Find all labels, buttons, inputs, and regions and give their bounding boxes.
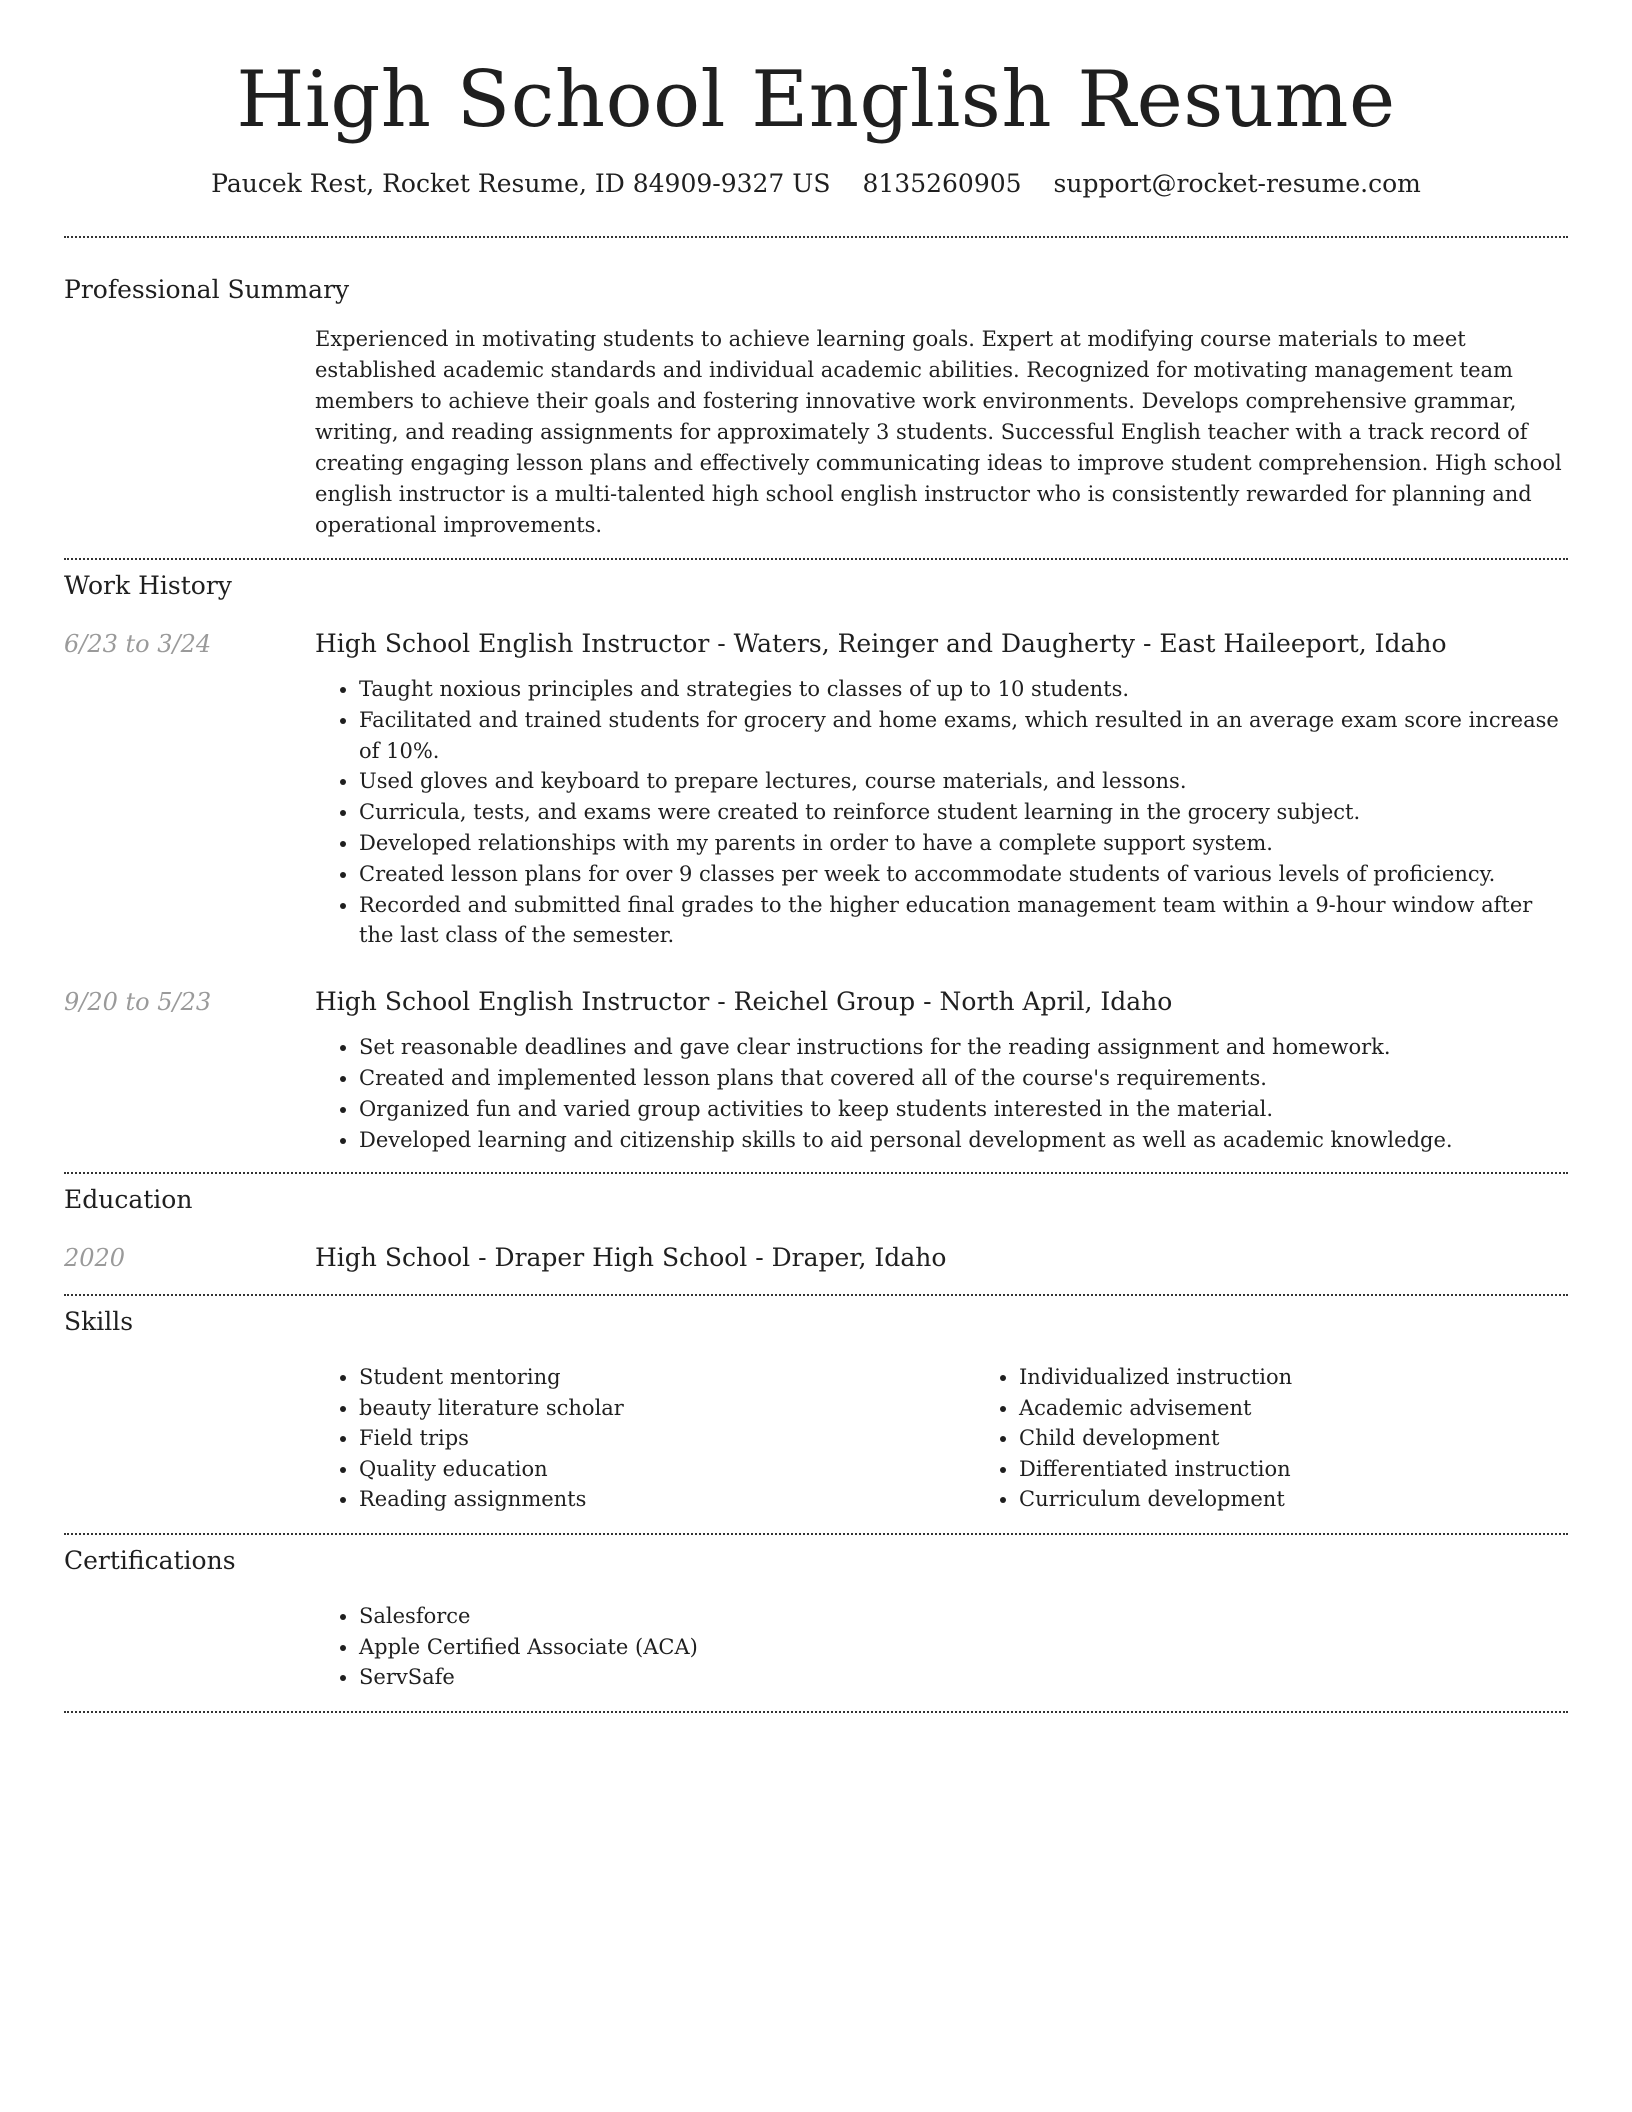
skills-column [315, 1362, 975, 1515]
job-details: - Reichel Group - North April, Idaho [709, 987, 1173, 1017]
skills-list [315, 1362, 1568, 1515]
education-year: 2020 [64, 1244, 126, 1273]
skill-item: • Differentiated instruction [1019, 1454, 1292, 1485]
skill-item: • Curriculum development [1019, 1484, 1292, 1515]
summary-section [64, 238, 1568, 541]
skill-item: • Child development [1019, 1423, 1292, 1454]
job-entry [64, 986, 1568, 1155]
certification-item: • ServSafe [359, 1662, 1568, 1693]
work-history-heading: Work History [64, 571, 232, 600]
job-role: High School English Instructor [315, 987, 710, 1017]
job-dates: 6/23 to 3/24 [64, 630, 212, 658]
skill-item: • beauty literature scholar [359, 1393, 975, 1424]
education-degree: High School [315, 1243, 471, 1273]
list-item: • Developed learning and citizenship skills to aid personal development as well as academic knowledge. [359, 1125, 1568, 1156]
list-item: • Used gloves and keyboard to prepare lectures, course materials, and lessons. [359, 766, 1568, 797]
list-item: • Facilitated and trained students for grocery and home exams, which resulted in an average exam score increase of 10%. [359, 705, 1568, 767]
resume-title: High School English Resume [236, 55, 1396, 145]
skills-section [64, 1296, 1568, 1515]
work-history-section [64, 560, 1568, 1155]
list-item: • Created and implemented lesson plans that covered all of the course's requirements. [359, 1063, 1568, 1094]
list-item: • Set reasonable deadlines and gave clear instructions for the reading assignment and homework. [359, 1032, 1568, 1063]
education-heading: Education [64, 1185, 193, 1215]
job-heading [315, 986, 1568, 1018]
summary-heading: Professional Summary [64, 275, 350, 304]
summary-text: Experienced in motivating students to achieve learning goals. Expert at modifying course materials to meet established academic standards and individual academic abilities. Recognized for motivating management team members to achieve their goals and fostering innovative work environments. Develops comprehensive grammar, writing, and reading assignments for approximately 3 students. Successful English teacher with a track record of creating engaging lesson plans and effectively communicating ideas to improve student comprehension. High school english instructor is a multi-talented high school english instructor who is consistently rewarded for planning and operational improvements. [315, 327, 1562, 537]
list-item: • Curricula, tests, and exams were created to reinforce student learning in the grocery subject. [359, 797, 1568, 828]
skill-item: • Academic advisement [1019, 1393, 1292, 1424]
certifications-section [64, 1535, 1568, 1693]
skill-item: • Field trips [359, 1423, 975, 1454]
job-details: - Waters, Reinger and Daugherty - East Haileeport, Idaho [709, 629, 1447, 658]
education-details: - Draper High School - Draper, Idaho [470, 1243, 947, 1273]
skill-item: • Quality education [359, 1454, 975, 1485]
job-role: High School English Instructor [315, 629, 710, 658]
job-dates: 9/20 to 5/23 [64, 988, 212, 1017]
education-heading-line [315, 1242, 1568, 1274]
list-item: • Recorded and submitted final grades to the higher education management team within a 9-hour window after the last class of the semester. [359, 890, 1568, 952]
contact-phone: 8135260905 [862, 169, 1022, 198]
certification-item: • Salesforce [359, 1601, 1568, 1632]
list-item: • Created lesson plans for over 9 classes per week to accommodate students of various levels of proficiency. [359, 859, 1568, 890]
education-section [64, 1174, 1568, 1274]
job-bullets [315, 674, 1568, 951]
section-divider [64, 1711, 1568, 1713]
skill-item: • Student mentoring [359, 1362, 975, 1393]
list-item: • Developed relationships with my parents in order to have a complete support system. [359, 828, 1568, 859]
job-entry [64, 628, 1568, 951]
certifications-heading: Certifications [64, 1545, 236, 1575]
resume-header [64, 0, 1568, 200]
skills-column [975, 1362, 1292, 1515]
job-heading [315, 628, 1568, 660]
list-item: • Taught noxious principles and strategies to classes of up to 10 students. [359, 674, 1568, 705]
contact-line [64, 168, 1568, 200]
skill-item: • Reading assignments [359, 1484, 975, 1515]
certifications-list [315, 1601, 1568, 1693]
education-entry [64, 1242, 1568, 1274]
contact-email: support@rocket-resume.com [1053, 169, 1421, 198]
job-bullets [315, 1032, 1568, 1155]
skills-heading: Skills [64, 1307, 134, 1337]
contact-address: Paucek Rest, Rocket Resume, ID 84909-9327 US [211, 169, 831, 198]
list-item: • Organized fun and varied group activities to keep students interested in the material. [359, 1094, 1568, 1125]
skill-item: • Individualized instruction [1019, 1362, 1292, 1393]
certification-item: • Apple Certified Associate (ACA) [359, 1632, 1568, 1663]
